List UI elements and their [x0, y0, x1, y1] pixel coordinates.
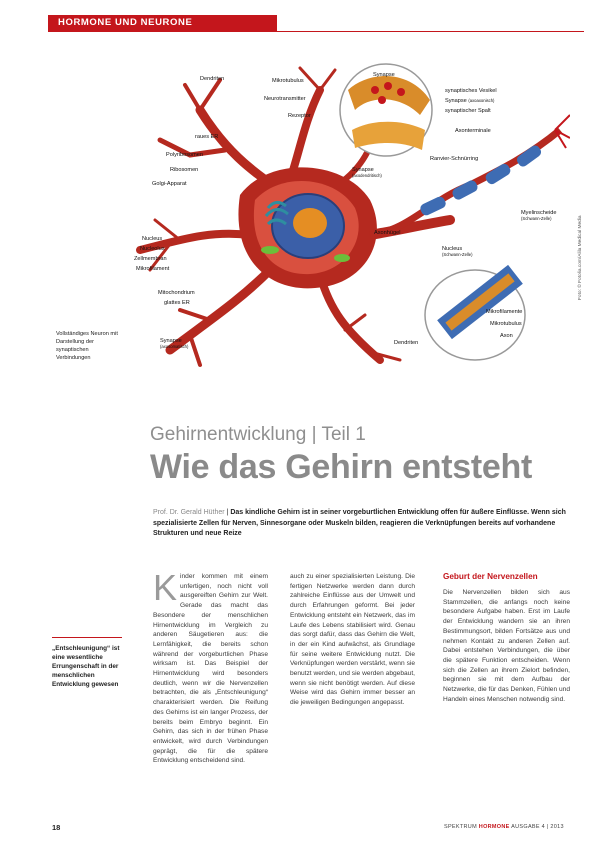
label-mikrofilamente: Mikrofilamente [486, 309, 523, 315]
drop-cap: K [153, 567, 178, 608]
page-number: 18 [52, 823, 61, 832]
label-glattes-er: glattes ER [164, 300, 190, 306]
nucleolus [293, 208, 327, 238]
label-synapse-axosomatisch-text: Synapse [160, 338, 182, 344]
article-headline: Wie das Gehirn entsteht [150, 448, 532, 486]
label-mikrotubulus: Mikrotubulus [272, 78, 304, 84]
label-dendrites-bottom: Dendriten [394, 340, 419, 346]
magazine-prefix: SPEKTRUM [444, 824, 477, 830]
magazine-issue: AUSGABE 4 | 2013 [511, 824, 564, 830]
label-synapse-axoaxonisch-sub: (axoaxonisch) [468, 98, 495, 103]
label-mikrofilament: Mikrofilament [136, 266, 170, 272]
label-synapse-axodendritisch-sub: (axodendritisch) [352, 173, 382, 178]
lead-separator: | [226, 509, 231, 516]
body-column-1 [153, 567, 268, 766]
mitochondrion [261, 246, 279, 254]
mitochondrion [334, 254, 350, 262]
header-rule [48, 31, 584, 32]
label-axonterminale: Axonterminale [455, 128, 491, 134]
column-1-text: inder kommen mit einem unfertigen, noch nicht voll ausgereiften Gehirn zur Welt. Gerade das macht das Besondere der menschlichen Hirnentwicklung im Vergleich zu anderen Säugetieren aus: die Lernfähigkeit, die bereits schon während der vorgeburtlichen Phase wirksam ist. Das Beispiel der Hirnentwicklung wird besonders deutlich, wenn wir die Nervenzellen betrachten, die als „Entschleunigung“ charakterisiert werden. Die Reifung des Gehirns ist ein langer Prozess, der bereits beim Embryo beginnt. Ein Gehirn, das sich in der frühen Phase entwickelt, wird durch Verbindungen geprägt, die für die spätere Entwicklung entscheidend sind. [153, 573, 268, 765]
label-dendrites-top: Dendriten [200, 76, 225, 82]
label-ranvier: Ranvier-Schnürring [430, 156, 479, 162]
label-mitochondrium: Mitochondrium [158, 290, 195, 296]
label-nucleus-right [442, 246, 473, 258]
label-rezeptor: Rezeptor [288, 113, 311, 119]
label-zellmembran: Zellmembran [134, 256, 167, 262]
label-synapse-axoaxonisch-text: Synapse [445, 98, 467, 104]
label-axonhuegel: Axonhügel [374, 230, 401, 236]
label-synapse-axodendritisch [352, 167, 382, 179]
article-lead [153, 508, 573, 540]
article-kicker: Gehirnentwicklung | Teil 1 [150, 424, 366, 445]
magazine-footer [444, 824, 564, 830]
label-synapse-top: Synapse [373, 72, 395, 78]
neuron-drawing [130, 60, 570, 378]
label-nucleolus: Nucleolus [140, 246, 165, 252]
terminal-branches [555, 115, 570, 148]
figure-caption: Vollständiges Neuron mit Darstellung der synaptischen Verbindungen [56, 331, 118, 361]
label-myelinscheide-text: Myelinscheide [521, 210, 557, 216]
label-nucleus-right-text: Nucleus [442, 246, 463, 252]
label-nucleus-right-sub: (Schwann-Zelle) [442, 252, 473, 257]
body-column-3: Die Nervenzellen bilden sich aus Stammzellen, die anfangs noch keine besondere Aufgabe haben. Erst im Laufe der Entwicklung wandern sie an ihren Bestimmungsort, bilden Fortsätze aus und nehmen Kontakt zu anderen Zellen auf. Dabei entstehen Verbindungen, die über die spätere Funktion entscheiden. Wenn sich die Zellen an ihrem Zielort befinden, beginnen sie mit dem Aufbau der Netzwerke, die für das Denken, Fühlen und Handeln eines Menschen notwendig sind. [443, 589, 570, 703]
author-name: Prof. Dr. Gerald Hüther [153, 509, 225, 516]
section-header: HORMONE UND NEURONE [48, 15, 277, 31]
body-column-2: auch zu einer spezialisierten Leistung. Die fertigen Netzwerke werden dann durch zahlreiche Einflüsse aus der Umwelt und durch Erfahrungen geformt. Bei jeder Entwicklung entsteht ein Netzwerk, das im Laufe des Lebens stabilisiert wird. Genau das sorgt dafür, dass das Gehirn die Welt, in der ein Kind aufwächst, als Grundlage für seine weitere Entwicklung nutzt. Die Verknüpfungen werden verstärkt, wenn sie benutzt werden, und sie werden abgebaut, wenn sie nicht benötigt werden. Auf diese Weise wird das Gehirn immer besser an die jeweiligen Bedingungen angepasst. [290, 573, 415, 707]
label-raues-er: raues ER [195, 134, 219, 140]
label-synapse-axoaxonisch [445, 98, 494, 104]
label-ribosomen: Ribosomen [170, 167, 199, 173]
label-myelinscheide [521, 210, 556, 222]
lead-text: Das kindliche Gehirn ist in seiner vorgeburtlichen Entwicklung offen für äußere Einflüsse. Wenn sich spezialisierte Zellen für Nerven, Sinnesorgane oder Muskeln bilden, reagieren die Verknüpfungen bereits auf vorhandene Strukturen und neue Reize [153, 509, 566, 537]
label-synaptische-vesikel: synaptisches Vesikel [445, 88, 497, 94]
neuron-illustration [130, 60, 570, 378]
label-synapse-axosomatisch [160, 338, 188, 350]
label-neurotransmitter: Neurotransmitter [264, 96, 306, 102]
label-synapse-axosomatisch-sub: (axosomatisch) [160, 344, 189, 349]
pullquote-rule [52, 637, 122, 638]
magazine-brand: HORMONE [478, 824, 510, 830]
label-myelinscheide-sub: (Schwann-Zelle) [521, 216, 552, 221]
photo-credit: Foto: © Fotolia.com/Alila Medical Media [578, 215, 583, 300]
label-synaptischer-spalt: synaptischer Spalt [445, 108, 491, 114]
section-subhead: Geburt der Nervenzellen [443, 572, 538, 581]
pullquote: „Entschleunigung“ ist eine wesentliche Errungenschaft in der menschlichen Entwicklung gewesen [52, 645, 120, 688]
label-nucleus: Nucleus [142, 236, 163, 242]
label-polyribosomen: Polyribosomen [166, 152, 203, 158]
label-axon: Axon [500, 333, 513, 339]
label-golgi: Golgi-Apparat [152, 181, 187, 187]
label-mikrotubulus-2: Mikrotubulus [490, 321, 522, 327]
label-synapse-axodendritisch-text: Synapse [352, 167, 374, 173]
